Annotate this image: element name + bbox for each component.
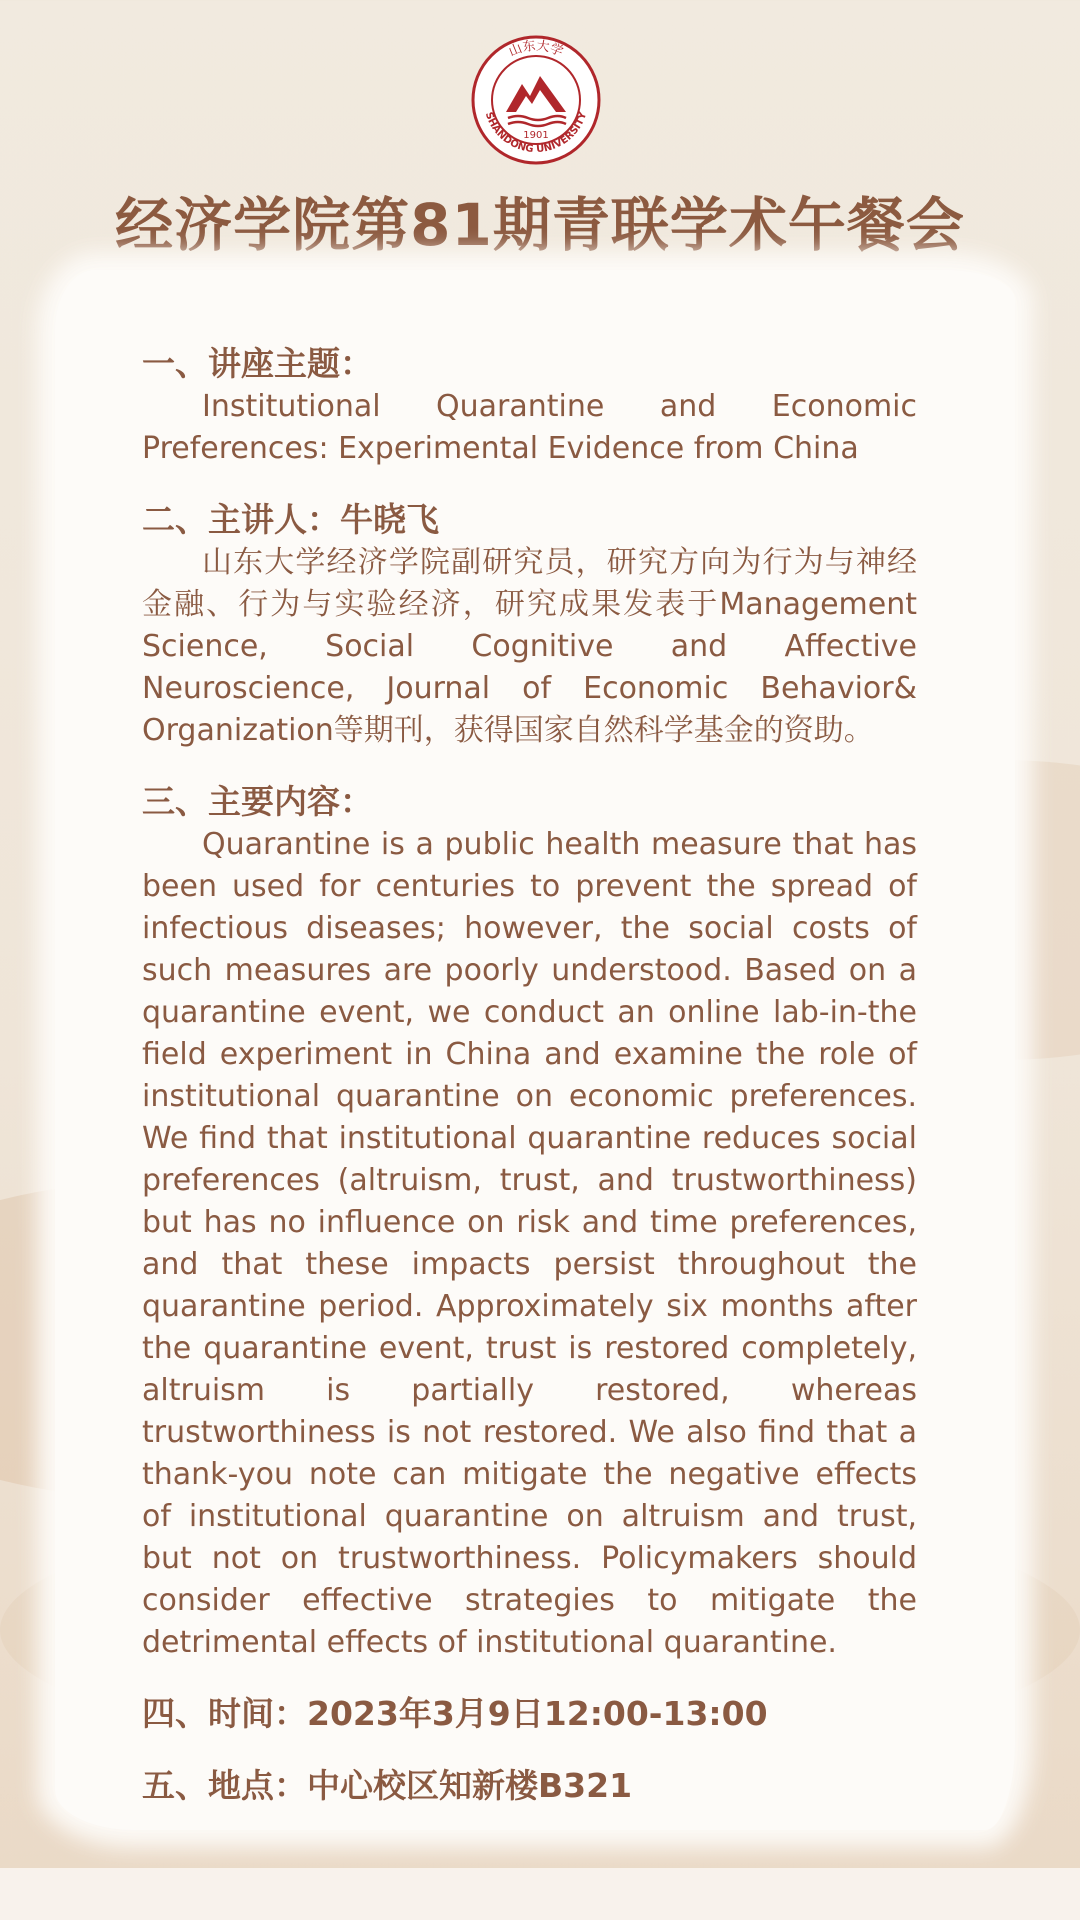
section-heading: 五、地点：中心校区知新楼B321 xyxy=(142,1766,633,1805)
page-title: 经济学院第81期青联学术午餐会 xyxy=(115,191,965,259)
section-heading: 四、时间：2023年3月9日12:00-13:00 xyxy=(142,1694,768,1733)
section-body: 山东大学经济学院副研究员，研究方向为行为与神经金融、行为与实验经济，研究成果发表于Management Science, Social Cognitive and Affective Neuroscience, Journal of Economic Behavior& Organization等期刊，获得国家自然科学基金的资助。 xyxy=(142,545,917,748)
section-heading: 二、主讲人：牛晓飞 xyxy=(142,500,439,539)
section-body: Institutional Quarantine and Economic Preferences: Experimental Evidence from China xyxy=(142,389,917,466)
section-body: Quarantine is a public health measure that has been used for centuries to prevent the spread of infectious diseases; however, the social costs of such measures are poorly understood. Based on a quarantine event, we conduct an online lab-in-the field experiment in China and examine the role of institutional quarantine on economic preferences. We find that institutional quarantine reduces social preferences (altruism, trust, and trustworthiness) but has no influence on risk and time preferences, and that these impacts persist throughout the quarantine period. Approximately six months after the quarantine event, trust is restored completely, altruism is partially restored, whereas trustworthiness is not restored. We also find that a thank-you note can mitigate the negative effects of institutional quarantine on altruism and trust, but not on trustworthiness. Policymakers should consider effective strategies to mitigate the detrimental effects of institutional quarantine. xyxy=(142,827,917,1660)
section-heading: 一、讲座主题： xyxy=(142,344,373,383)
logo-top-text: 山东大学 xyxy=(506,38,566,60)
section-topic xyxy=(142,342,917,470)
section-speaker xyxy=(142,498,917,752)
logo-bottom-text: SHANDONG UNIVERSITY xyxy=(482,110,590,156)
section-heading: 三、主要内容： xyxy=(142,782,373,821)
university-logo-icon xyxy=(470,34,602,166)
section-time xyxy=(142,1692,917,1736)
content-body xyxy=(142,342,917,1836)
section-content xyxy=(142,780,917,1664)
section-location xyxy=(142,1764,917,1808)
bottom-band xyxy=(0,1868,1080,1920)
logo-year: 1901 xyxy=(523,130,549,141)
